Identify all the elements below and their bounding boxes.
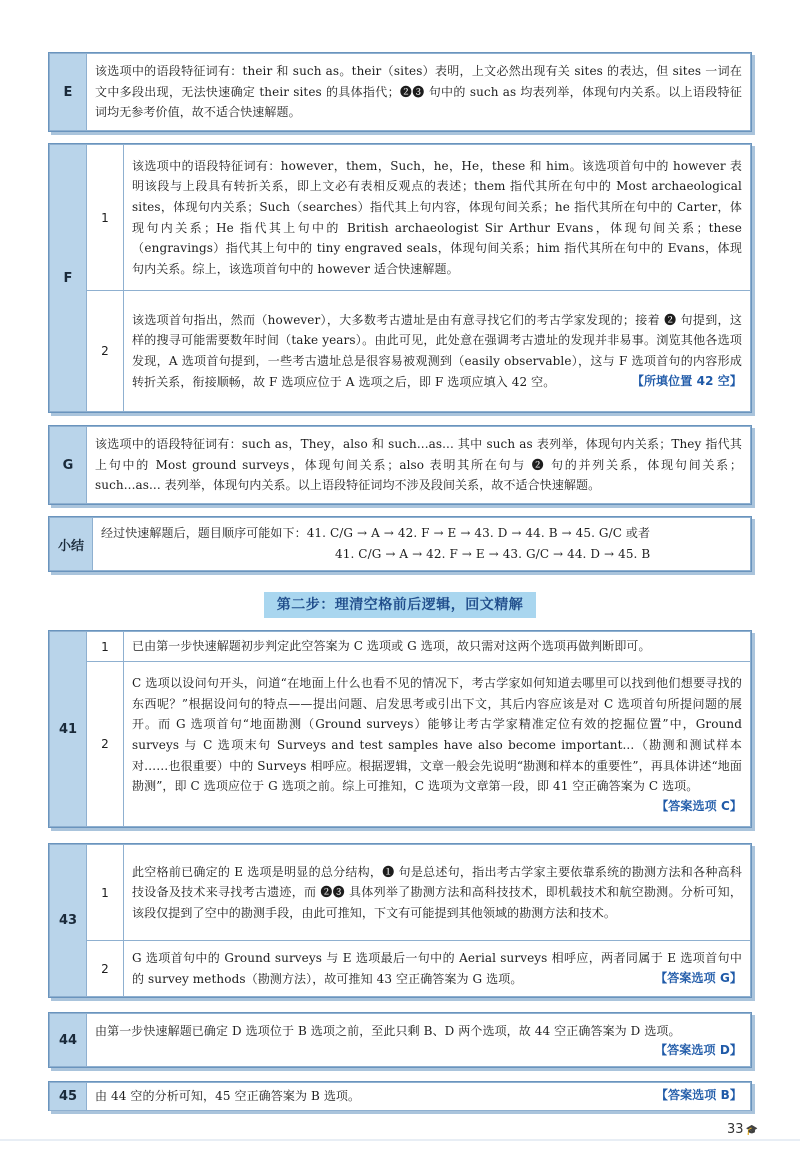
option-f-row-2-text: 该选项首句指出，然而（however），大多数考古遗址是由有意寻找它们的考古学家发现的；接着 ❷ 句提到，这样的搜寻可能需要数年时间（take years）。由此可见，此处意在强调考古遗址的发现并非易事。浏览其他各选项发现，A 选项首句提到，一些考古遗址总是很容易被观测到（easily observable），这与 F 选项首句的内容形成转折关系，衔接顺畅，故 F 选项应位于 A 选项之后，即 F 选项应填入 42 空。 [132,312,742,389]
question-43-row-2-text: G 选项首句中的 Ground surveys 与 E 选项最后一句中的 Aerial surveys 相呼应，两者同属于 E 选项首句中的 survey methods（勘测方法），故可推知 43 空正确答案为 G 选项。 [132,950,742,986]
option-e-label: E [50,54,87,131]
question-43-row-2-num: 2 [87,941,124,997]
bottom-rule [0,1139,800,1141]
question-44-label: 44 [50,1014,87,1067]
question-45-card [48,1081,752,1111]
question-41-row-1-num: 1 [87,632,124,662]
question-45-label: 45 [50,1083,87,1111]
summary-line-2: 41. C/G → A → 42. F → E → 43. G/C → 44. D → 45. B [335,547,651,561]
option-f-row-2-cell [124,291,751,412]
question-43-row-1-text: 此空格前已确定的 E 选项是明显的总分结构，❶ 句是总述句，指出考古学家主要依靠系统的勘测方法和各种高科技设备及技术来寻找考古遗迹，而 ❷❸ 具体列举了勘测方法和高科技技术，即机载技术和航空勘测。分析可知，该段仅提到了空中的勘测手段，由此可推知，下文有可能提到其他领域的勘测方法和技术。 [124,845,751,941]
summary-cell [93,518,751,571]
question-45-text: 由 44 空的分析可知，45 空正确答案为 B 选项。 [95,1089,361,1103]
question-43-label: 43 [50,845,87,997]
option-g-text: 该选项中的语段特征词有：such as，They，also 和 such...as... 其中 such as 表列举，体现句内关系；They 指代其上句中的 Most ground surveys，体现句间关系；also 表明其所在句与 ❷ 句的并列关系，体现句间关系；such...as... 表列举，体现句内关系。以上语段特征词均不涉及段间关系，故不适合快速解题。 [87,427,751,504]
option-f-row-2-num: 2 [87,291,124,412]
question-44-card [48,1012,752,1068]
option-g-label: G [50,427,87,504]
option-f-row-1-text: 该选项中的语段特征词有：however，them，Such，he，He，these 和 him。该选项首句中的 however 表明该段与上段具有转折关系，即上文必有表相反观点的表述；them 指代其所在句中的 Most archaeological sites，体现句内关系；Such（searches）指代其上句内容，体现句间关系；he 指代其所在句中的 Carter，体现句内关系；He 指代其上句中的 British archaeologist Sir Arthur Evans，体现句间关系；these（engravings）指代其上句中的 tiny engraved seals，体现句间关系；him 指代其所在句中的 Evans，体现句内关系。综上，该选项首句中的 however 适合快速解题。 [124,145,751,291]
option-g-card [48,425,752,505]
question-41-label: 41 [50,632,87,827]
option-f-label: F [50,145,87,412]
question-45-cell [87,1083,751,1111]
question-41-row-2-text: C 选项以设问句开头，问道“在地面上什么也看不见的情况下，考古学家如何知道去哪里可以找到他们想要寻找的东西呢？”根据设问句的特点——提出问题、启发思考或引出下文，其后内容应该是对 C 选项首句所提问题的展开。而 G 选项首句“地面勘测（Ground surveys）能够让考古学家精准定位有效的挖掘位置”中，Ground surveys 与 C 选项末句 Surveys and test samples have also become important...（勘测和测试样本对……也很重要）中的 Surveys 相呼应。根据逻辑，文章一般会先说明“勘测和样本的重要性”，再具体讲述“地面勘测”，即 C 选项应位于 G 选项之前。综上可推知，C 选项为文章第一段，即 41 空正确答案为 C 选项。 [132,676,742,794]
page-number-text: 33 [727,1122,744,1137]
question-43-card [48,843,752,998]
question-44-text: 由第一步快速解题已确定 D 选项位于 B 选项之前，至此只剩 B、D 两个选项，故 44 空正确答案为 D 选项。 [95,1023,681,1038]
option-f-answer: 【所填位置 42 空】 [631,373,742,388]
question-45-answer: 【答案选项 B】 [655,1088,742,1102]
summary-card [48,516,752,572]
option-e-card [48,52,752,132]
question-41-answer: 【答案选项 C】 [656,798,742,813]
question-43-row-1-num: 1 [87,845,124,941]
option-f-row-1-num: 1 [87,145,124,291]
question-41-row-2-num: 2 [87,662,124,827]
question-43-row-2-cell [124,941,751,997]
question-41-row-1-text: 已由第一步快速解题初步判定此空答案为 C 选项或 G 选项，故只需对这两个选项再做判断即可。 [124,632,751,662]
summary-line-1: 经过快速解题后，题目顺序可能如下：41. C/G → A → 42. F → E → 43. D → 44. B → 45. G/C 或者 [101,526,651,541]
question-44-answer: 【答案选项 D】 [655,1043,742,1058]
page-number [727,1122,758,1137]
summary-label: 小结 [50,518,93,571]
question-44-cell [87,1014,751,1067]
option-f-card [48,143,752,413]
step-two-banner: 第二步：理清空格前后逻辑，回文精解 [264,592,536,618]
question-41-card [48,630,752,828]
option-e-text: 该选项中的语段特征词有：their 和 such as。their（sites）表明，上文必然出现有关 sites 的表达，但 sites 一词在文中多段出现，无法快速确定 their sites 的具体指代；❷❸ 句中的 such as 均表列举，体现句内关系。以上语段特征词均无参考价值，故不适合快速解题。 [87,54,751,131]
question-43-answer: 【答案选项 G】 [655,970,742,985]
question-41-row-2-cell [124,662,751,827]
graduation-cap-icon: 🎓 [745,1125,758,1136]
